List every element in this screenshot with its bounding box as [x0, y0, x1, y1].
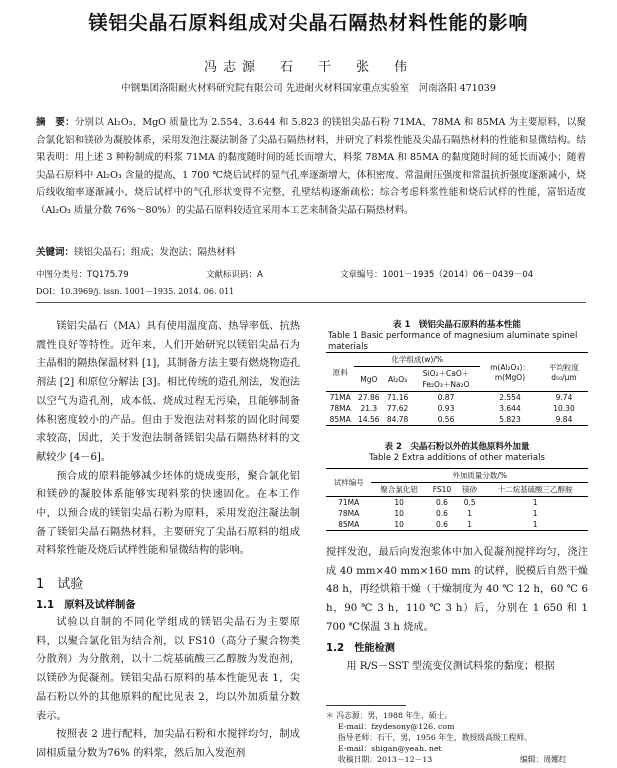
- table-cell: 1: [467, 509, 473, 518]
- table2-caption-cn: 表 2 尖晶石粉以外的其他原料外加量: [384, 442, 530, 452]
- table-cell: 2.554: [499, 393, 521, 402]
- table1-header-mgo: MgO: [360, 374, 378, 384]
- table-row: [326, 519, 588, 531]
- table1-header-chem: 化学组成(w)/%: [354, 353, 480, 367]
- table1-caption: [326, 320, 588, 353]
- table-cell: 14.56: [358, 415, 380, 424]
- table-cell: 1: [532, 520, 538, 529]
- table-cell: 10: [394, 520, 404, 529]
- table-cell: 0.6: [435, 520, 448, 529]
- table-cell: 85MA: [329, 415, 351, 424]
- table2-header-sample: 试样编号: [326, 469, 371, 497]
- footnote-editor: 编辑：周娜红: [520, 755, 567, 764]
- table-cell: 10: [394, 509, 404, 518]
- table-cell: 78MA: [338, 509, 360, 518]
- table-cell: 9.74: [555, 393, 573, 402]
- table-cell: 77.62: [386, 404, 409, 413]
- introduction: [36, 318, 300, 561]
- preparation-continued: 搅拌发泡，最后向发泡浆体中加入促凝剂搅拌均匀，浇注成 40 mm×40 mm×160 mm 的试样，脱模后自然干燥 48 h，再经烘箱干燥（干燥制度为 40 ℃ 12 h，60 ℃ 6 h，90 ℃ 3 h，110 ℃ 3 h）后，分别在 1 650 和 1 700 ℃保温 3 h 烧成。: [326, 547, 588, 633]
- footnote-advisor-email: E-mail：shigan@yeah. net: [338, 744, 442, 753]
- keywords-text: 镁铝尖晶石；组成；发泡法；隔热材料: [74, 247, 236, 258]
- table-cell: 0.5: [463, 498, 476, 507]
- affiliation: 中钢集团洛阳耐火材料研究院有限公司 先进耐火材料国家重点实验室 河南洛阳 471039: [121, 83, 496, 94]
- keywords: [36, 244, 586, 258]
- table1-header-other: SiO₂＋CaO＋Fe₂O₃＋Na₂O: [422, 369, 470, 389]
- article-number: 文章编号：1001－1935（2014）06－0439－04: [340, 270, 534, 280]
- table-cell: 9.84: [555, 415, 573, 424]
- clc-number: 中图分类号：TQ175.79: [36, 270, 129, 280]
- table2-header-col: 十二烷基硫酸三乙醇胺: [497, 485, 573, 494]
- footnote-author: ＊ 冯志源：男，1988 年生，硕士。: [326, 711, 453, 720]
- table-cell: 84.78: [386, 415, 409, 424]
- table2-header-col: 聚合氯化铝: [380, 485, 418, 494]
- table2-header-group: 外加质量分数/%: [371, 469, 588, 483]
- header-divider: [36, 302, 586, 303]
- section-heading-experiment: 1 试验: [36, 577, 84, 592]
- abstract-label: 摘 要：: [36, 117, 75, 128]
- testing-paragraph: 用 R/S－SST 型流变仪测试料浆的黏度；根据: [346, 661, 555, 672]
- footnote-divider: [326, 705, 406, 706]
- subsection-heading-testing: 1.2 性能检测: [326, 643, 395, 654]
- table1-header-size: 平均粒度 d₅₀/μm: [540, 353, 588, 392]
- table-cell: 0.93: [437, 404, 455, 413]
- table1-header-ratio: m(Al₂O₃)：m(MgO): [480, 353, 540, 392]
- subsection-heading-materials: 1.1 原料及试样制备: [36, 600, 136, 611]
- footnote-advisor: 指导老师：石干，男，1956 年生，教授级高级工程师。: [338, 733, 532, 742]
- table-cell: 0.6: [435, 509, 448, 518]
- materials-text: [36, 614, 300, 764]
- table1-header-al2o3: Al₂O₃: [388, 374, 408, 384]
- table-cell: 1: [532, 498, 538, 507]
- table-cell: 3.644: [499, 404, 521, 413]
- table1-caption-cn: 表 1 镁铝尖晶石原料的基本性能: [393, 320, 521, 330]
- table-cell: 85MA: [338, 520, 360, 529]
- abstract-text: 分别以 Al₂O₃、MgO 质量比为 2.554、3.644 和 5.823 的镁铝尖晶石粉 71MA、78MA 和 85MA 为主要原料，以聚合氯化铝和镁砂为凝胶体系，采用发泡注凝法制备了尖晶石隔热材料，并研究了料浆性能及尖晶石隔热材料的性能和显微结构。结果表明：用上述 3 种粉制成的料浆 71MA 的黏度随时间的延长而增大，料浆 78MA 和 85MA 的黏度随时间的延长而减小；随着尖晶石原料中 Al₂O₃ 含量的提高，1 700 ℃烧后试样的显气孔率逐渐增大，体积密度、常温耐压强度和常温抗折强度逐渐减小，烧后线收缩率逐渐减小，烧后试样中的气孔形状变得不完整，孔壁结构逐渐疏松；综合考虑料浆性能和烧后试样的性能，富铝适度（Al₂O₃ 质量分数 76%～80%）的尖晶石原料较适宜采用本工艺来制备尖晶石隔热材料。: [36, 117, 586, 216]
- table-row: [326, 497, 588, 509]
- intro-paragraph-2: 预合成的原料能够减少坯体的烧成变形，聚合氯化铝和镁砂的凝胶体系能够实现料浆的快速固化。在本工作中，以预合成的镁铝尖晶石粉为原料，采用发泡注凝法制备了镁铝尖晶石隔热材料，主要研究了尖晶石原料的组成对料浆性能及烧后试样性能和显微结构的影响。: [36, 470, 300, 557]
- table-cell: 71.16: [386, 393, 409, 402]
- materials-paragraph-2: 按照表 2 进行配料，加尖晶石粉和水搅拌均匀，制成固相质量分数为76% 的料浆，然后加入发泡剂: [36, 729, 300, 759]
- doi: DOI：10.3969/j. issn. 1001－1935. 2014. 06. 011: [36, 287, 235, 296]
- table-cell: 1: [467, 520, 473, 529]
- table-row: [326, 508, 588, 519]
- table-cell: 10.30: [553, 404, 575, 413]
- table2-header-col: 镁砂: [462, 485, 478, 494]
- table-cell: 10: [394, 498, 404, 507]
- table-cell: 27.86: [358, 393, 380, 402]
- table-cell: 1: [532, 509, 538, 518]
- table-row: [326, 392, 588, 404]
- table2: [326, 468, 588, 531]
- table-cell: 5.823: [499, 415, 521, 424]
- table-cell: 71MA: [329, 393, 351, 402]
- table1: [326, 352, 588, 426]
- intro-paragraph-1: 镁铝尖晶石（MA）具有使用温度高、热导率低、抗热震性良好等特性。近年来，人们开始研究以镁铝尖晶石为主晶相的隔热保温材料 [1]，其制备方法主要有燃烧物造孔剂法 [2] 和原位分解法 [3]。相比传统的造孔剂法，发泡法以空气为造孔剂，成本低、烧成过程无污染，且能够制备体积密度较小的产品。但由于发泡法对料浆的固化时间要求较高，因此，关于发泡法制备镁铝尖晶石隔热材料的文献较少 [4－6]。: [36, 321, 300, 463]
- footnote-author-email: E-mail：fzydesony@126. com: [338, 722, 455, 731]
- paper-title: 镁铝尖晶石原料组成对尖晶石隔热材料性能的影响: [88, 12, 529, 34]
- table-cell: 71MA: [338, 498, 360, 507]
- materials-paragraph-1: 试验以自制的不同化学组成的镁铝尖晶石为主要原料，以聚合氯化铝为结合剂，以 FS10（高分子聚合物类分散剂）为分散剂，以十二烷基硫酸三乙醇胺为发泡剂，以镁砂为促凝剂。镁铝尖晶石原料的基本性能见表 1，尖晶石粉以外的其他原料的配比见表 2，均以外加质量分数表示。: [36, 617, 300, 722]
- table-row: [326, 414, 588, 426]
- table-cell: 21.3: [360, 404, 378, 413]
- table-cell: 0.87: [437, 393, 455, 402]
- footnote-received: 收稿日期：2013－12－13: [338, 755, 433, 764]
- abstract: [36, 114, 586, 220]
- table2-caption: [326, 442, 588, 464]
- document-code: 文献标识码：A: [206, 270, 263, 280]
- table2-caption-en: Table 2 Extra additions of other materials: [369, 453, 545, 463]
- testing-text: [326, 658, 588, 677]
- keywords-label: 关键词：: [36, 247, 75, 258]
- table-cell: 0.6: [435, 498, 448, 507]
- authors: 冯志源 石 干 张 伟: [203, 60, 413, 75]
- table-cell: 0.56: [437, 415, 455, 424]
- table1-caption-en: Table 1 Basic performance of magnesium aluminate spinel materials: [328, 331, 578, 352]
- table2-header-col: FS10: [432, 485, 452, 494]
- right-column-text: [326, 544, 588, 638]
- table-row: [326, 403, 588, 414]
- table1-header-material: 原料: [326, 353, 354, 392]
- table-cell: 78MA: [329, 404, 351, 413]
